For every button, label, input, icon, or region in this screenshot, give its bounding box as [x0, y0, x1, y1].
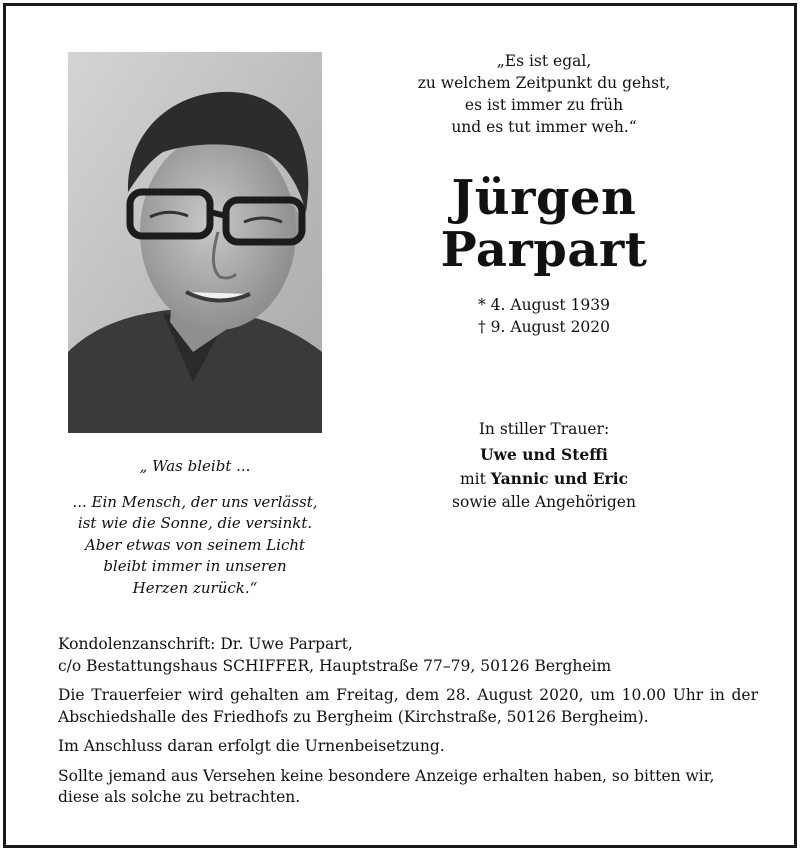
- condolence-address: [58, 634, 758, 677]
- poem-line: Aber etwas von seinem Licht: [84, 535, 306, 554]
- mourners-line-3: sowie alle Angehörigen: [452, 493, 636, 511]
- poem-line: Herzen zurück.“: [132, 578, 258, 597]
- birth-date: * 4. August 1939: [477, 296, 611, 314]
- mourners-block: [386, 418, 702, 514]
- burial-info: Im Anschluss daran erfolgt die Urnenbeisetzung.: [58, 737, 445, 755]
- portrait-photo: [68, 52, 322, 433]
- notice-details: [58, 634, 758, 817]
- top-quote-line: und es tut immer weh.“: [451, 118, 637, 136]
- poem-title: „ Was bleibt ...: [139, 457, 251, 475]
- life-dates: [386, 294, 702, 338]
- poem-line: bleibt immer in unseren: [103, 557, 287, 575]
- deceased-name: [386, 172, 702, 276]
- mourners-line-1: [386, 443, 702, 467]
- mourners-names-secondary: Yannic und Eric: [490, 469, 629, 488]
- last-name: Parpart: [440, 222, 648, 278]
- first-name: Jürgen: [451, 170, 637, 226]
- poem-line: ... Ein Mensch, der uns verlässt,: [72, 492, 318, 511]
- ceremony-info: Die Trauerfeier wird gehalten am Freitag, dem 28. August 2020, um 10.00 Uhr in der Abschiedshalle des Friedhofs zu Bergheim (Kirchstraße, 50126 Bergheim).: [58, 686, 758, 726]
- notice-info: Sollte jemand aus Versehen keine besondere Anzeige erhalten haben, so bitten wir, diese als solche zu betrachten.: [58, 766, 715, 806]
- poem-line: ist wie die Sonne, die versinkt.: [77, 514, 313, 532]
- condolence-line-2: c/o Bestattungshaus SCHIFFER, Hauptstraße 77–79, 50126 Bergheim: [58, 656, 612, 675]
- top-quote-line: zu welchem Zeitpunkt du gehst,: [417, 74, 671, 92]
- poem: [68, 456, 322, 599]
- mourners-intro: In stiller Trauer:: [478, 420, 610, 438]
- mourners-names-primary: Uwe und Steffi: [480, 445, 608, 464]
- top-quote-line: es ist immer zu früh: [464, 96, 624, 114]
- mourners-line-2: [386, 467, 702, 491]
- obituary-notice: [3, 3, 797, 848]
- condolence-line-1: Kondolenzanschrift: Dr. Uwe Parpart,: [58, 635, 353, 653]
- death-date: † 9. August 2020: [477, 318, 611, 336]
- mourners-line-2-prefix: mit: [459, 470, 491, 488]
- top-quote-line: „Es ist egal,: [496, 52, 592, 70]
- portrait-illustration: [68, 52, 322, 433]
- top-quote: [386, 50, 702, 138]
